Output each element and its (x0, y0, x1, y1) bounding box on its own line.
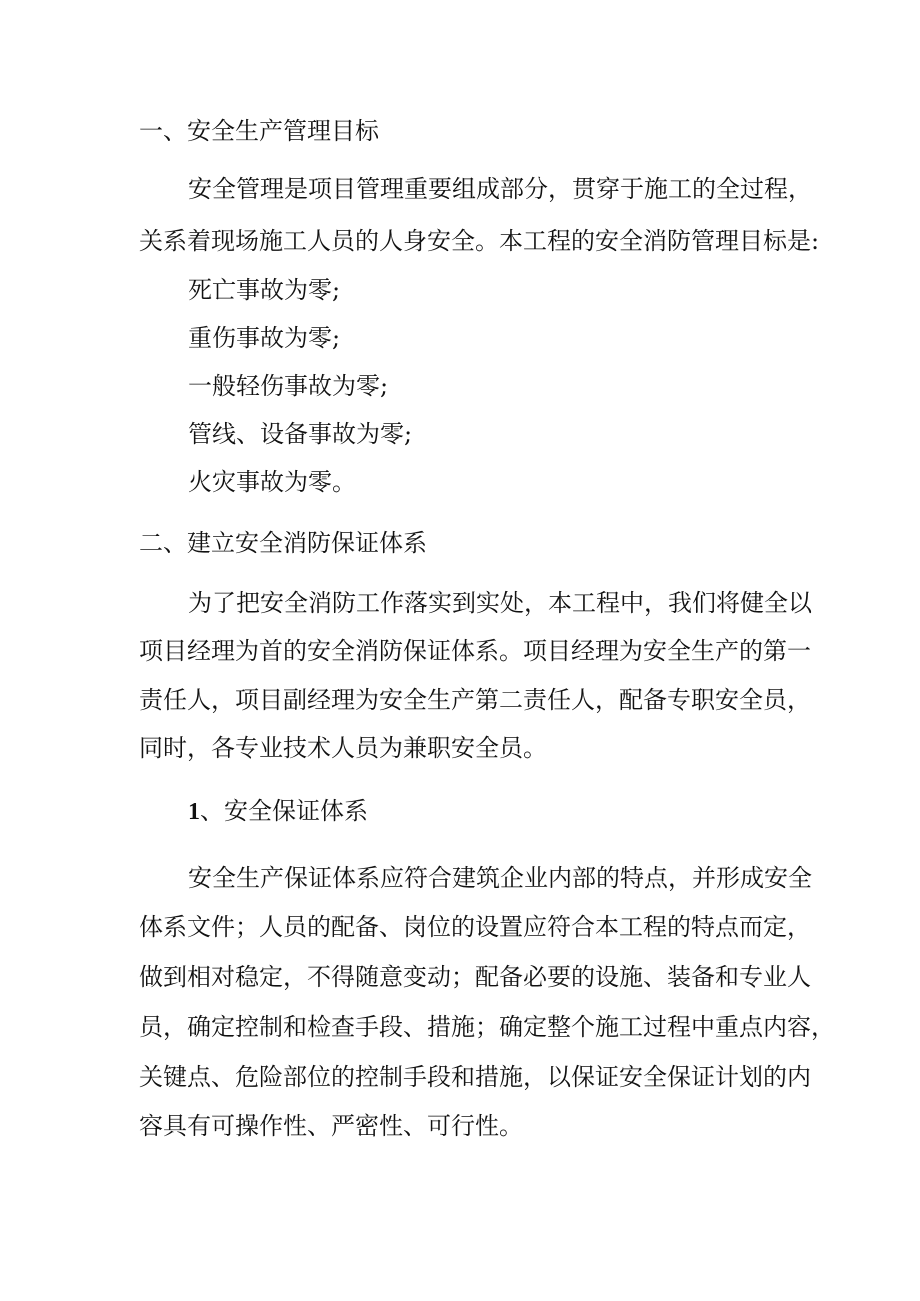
subsection-1-paragraph-line-1: 安全生产保证体系应符合建筑企业内部的特点，并形成安全 (188, 864, 812, 892)
section-2-paragraph-line-1: 为了把安全消防工作落实到实处，本工程中，我们将健全以 (188, 589, 812, 617)
section-2-paragraph-line-4: 同时，各专业技术人员为兼职安全员。 (139, 734, 547, 762)
goal-item-2: 重伤事故为零; (188, 324, 341, 352)
section-2-heading: 二、建立安全消防保证体系 (139, 529, 427, 557)
subsection-1-number: 1 (188, 799, 200, 825)
subsection-1-title: 、安全保证体系 (200, 797, 368, 825)
goal-item-3: 一般轻伤事故为零; (188, 372, 389, 400)
section-2-paragraph-line-3: 责任人，项目副经理为安全生产第二责任人，配备专职安全员， (139, 686, 811, 714)
subsection-1-heading (188, 796, 368, 827)
section-1-paragraph-line-2: 关系着现场施工人员的人身安全。本工程的安全消防管理目标是: (139, 227, 820, 255)
subsection-1-paragraph-line-4: 员，确定控制和检查手段、措施；确定整个施工过程中重点内容， (139, 1013, 835, 1041)
subsection-1-paragraph-line-3: 做到相对稳定，不得随意变动；配备必要的设施、装备和专业人 (139, 963, 811, 991)
section-2-paragraph-line-2: 项目经理为首的安全消防保证体系。项目经理为安全生产的第一 (139, 637, 811, 665)
subsection-1-paragraph-line-2: 体系文件；人员的配备、岗位的设置应符合本工程的特点而定， (139, 913, 811, 941)
subsection-1-paragraph-line-6: 容具有可操作性、严密性、可行性。 (139, 1112, 523, 1140)
goal-item-1: 死亡事故为零; (188, 276, 341, 304)
subsection-1-paragraph-line-5: 关键点、危险部位的控制手段和措施，以保证安全保证计划的内 (139, 1063, 811, 1091)
goal-item-5: 火灾事故为零。 (188, 468, 356, 496)
section-1-heading: 一、安全生产管理目标 (139, 117, 379, 145)
goal-item-4: 管线、设备事故为零; (188, 420, 413, 448)
section-1-paragraph-line-1: 安全管理是项目管理重要组成部分，贯穿于施工的全过程， (188, 175, 812, 203)
